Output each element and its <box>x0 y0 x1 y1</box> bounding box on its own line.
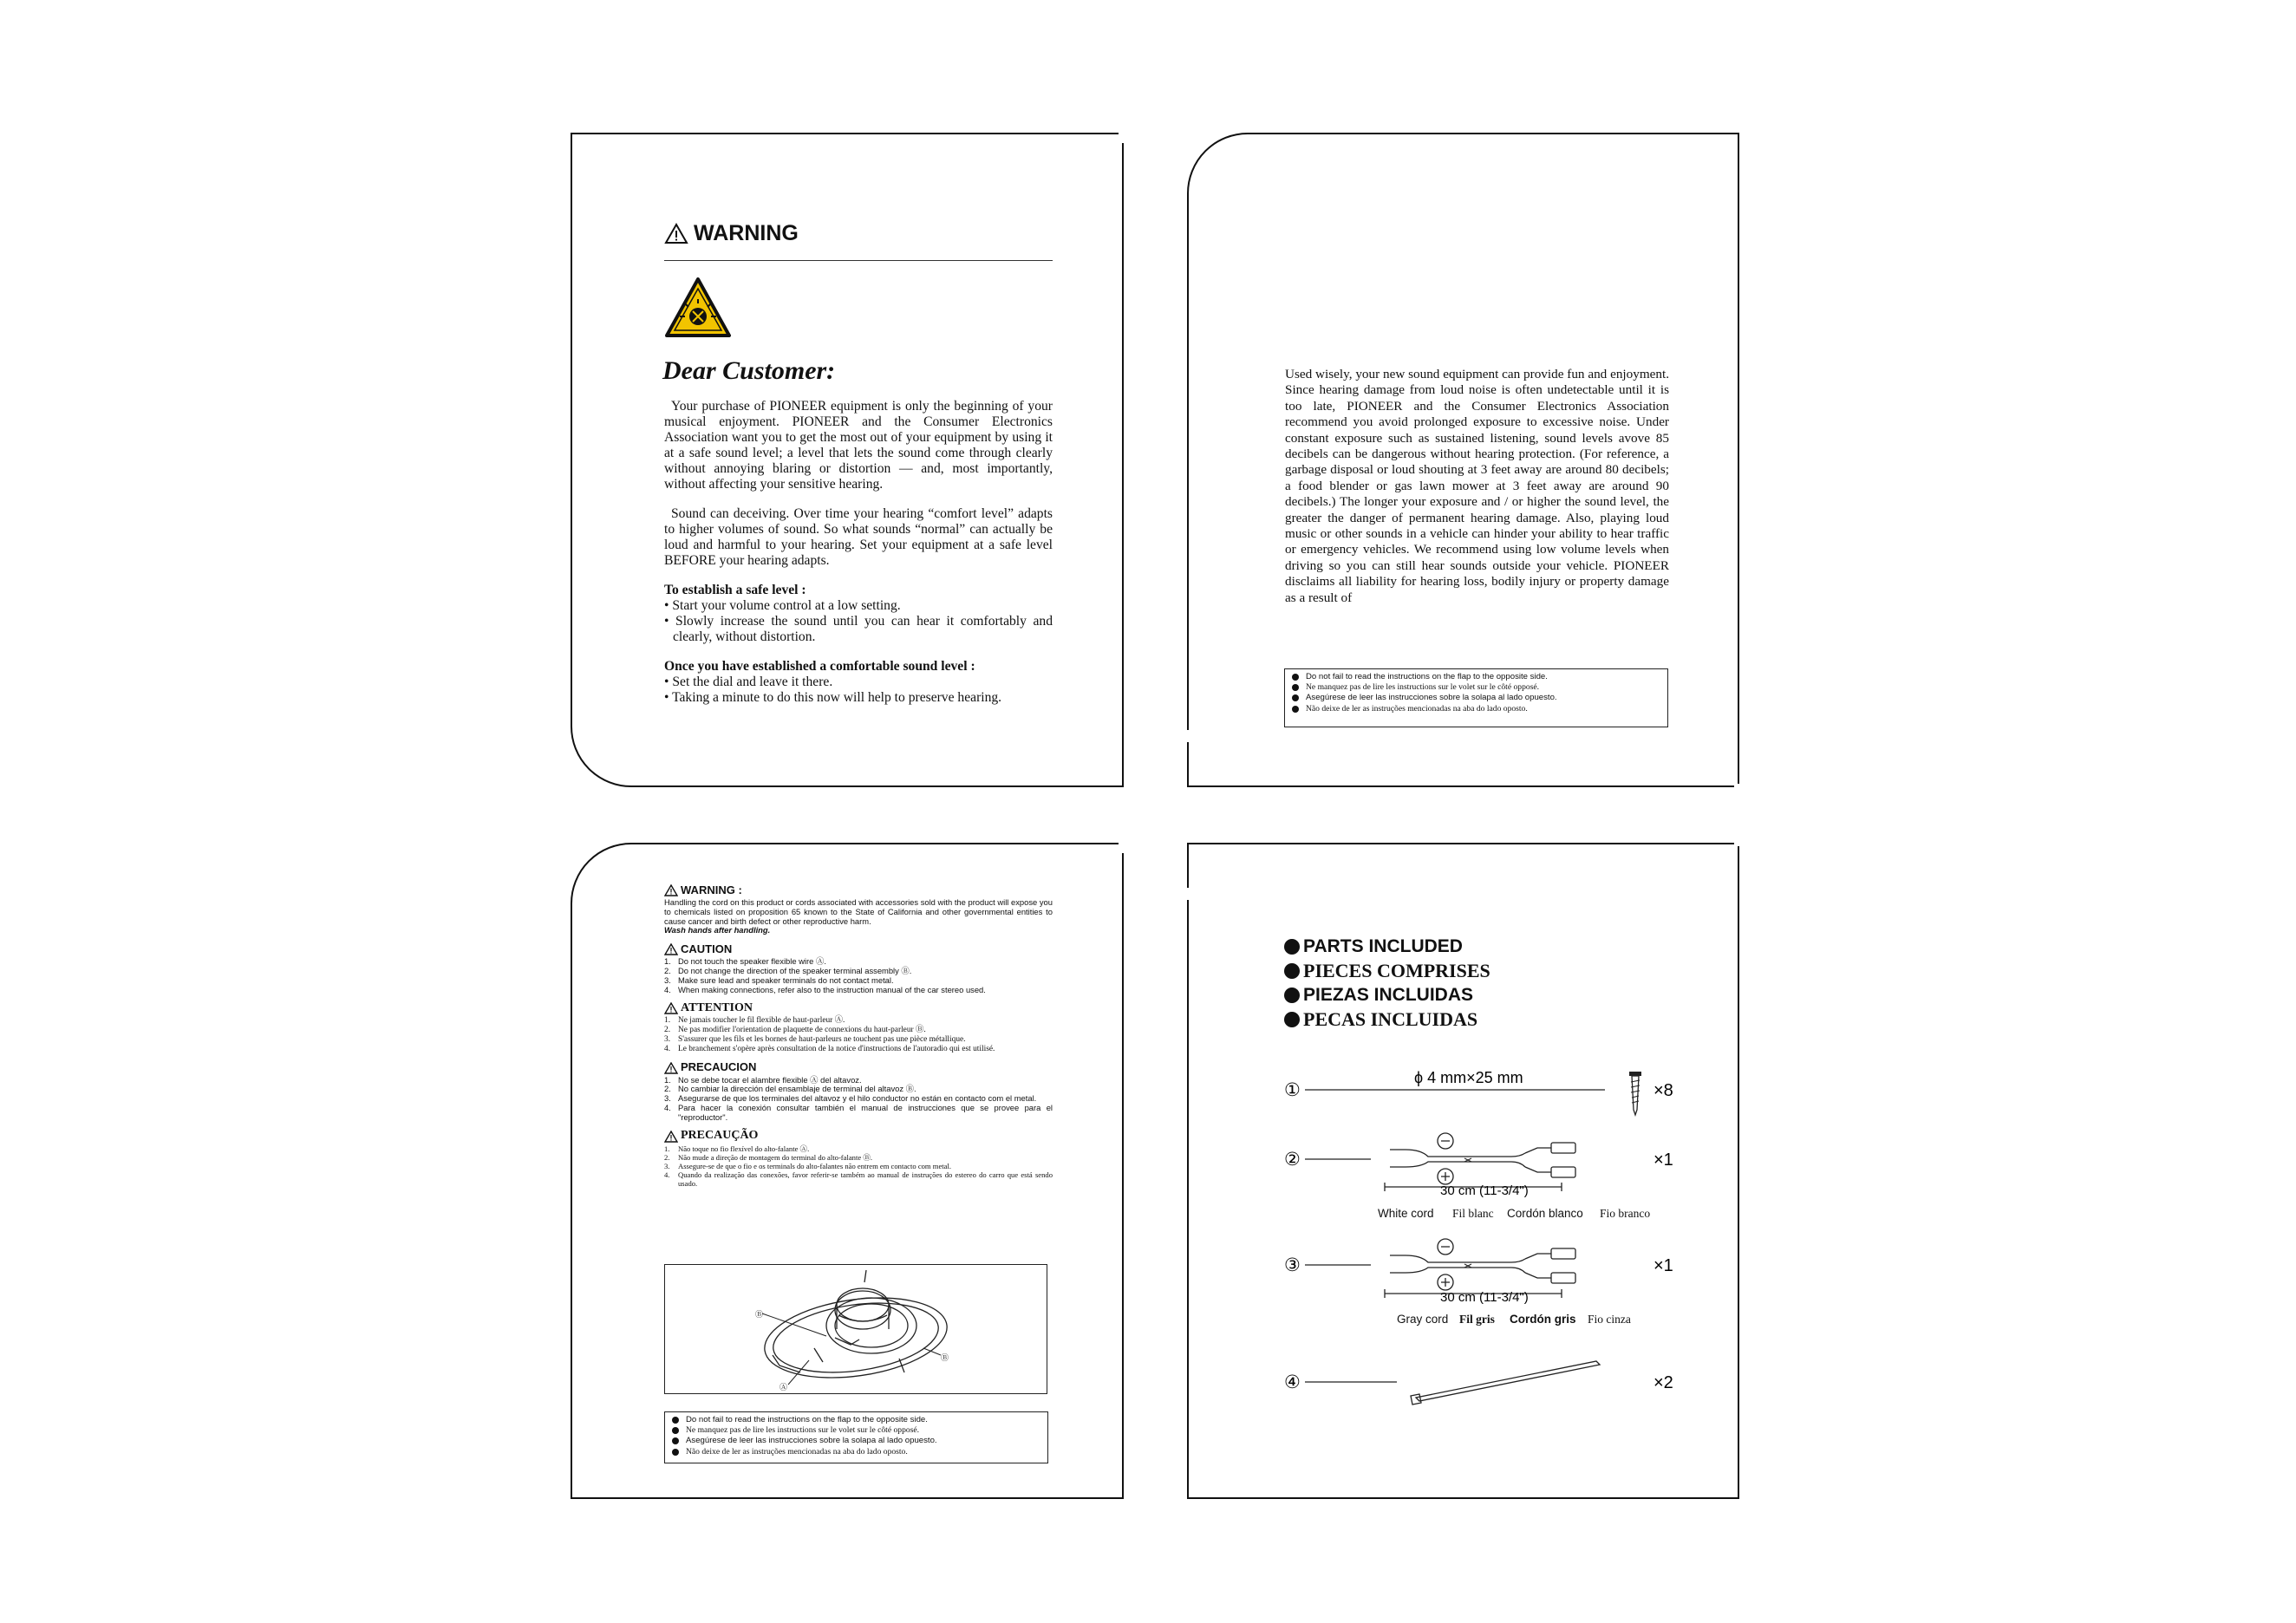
white-cord-caption-fr: Fil blanc <box>1452 1207 1494 1220</box>
warning-triangle-icon <box>664 884 678 896</box>
warning-triangle-icon <box>664 1062 678 1074</box>
white-cord-caption-es: Cordón blanco <box>1507 1207 1583 1220</box>
part-number-2: ② <box>1284 1150 1301 1170</box>
panel-notch <box>1119 131 1125 143</box>
parts-heading-fr: PIECES COMPRISES <box>1284 959 1490 983</box>
caution-panel <box>571 843 1124 1499</box>
notice-row: Asegúrese de leer las instrucciones sobre la solapa al lado opuesto. <box>672 1436 1040 1446</box>
caution-heading: CAUTION <box>664 943 1053 955</box>
notice-row: Ne manquez pas de lire les instructions sur le volet sur le côté opposé. <box>672 1425 1040 1436</box>
bullet-icon <box>672 1437 679 1444</box>
prop65-heading: WARNING : <box>664 884 1053 896</box>
intro-paragraph: Your purchase of PIONEER equipment is only the beginning of your musical enjoyment. PIONEER and the Consumer Electronics Association want you to get the most out of your equipment by using it at a safe sound level; a level that lets the sound come through clearly without annoying blaring or distortion — and, most importantly, without affecting your sensitive hearing. <box>664 399 1053 492</box>
notice-row: Do not fail to read the instructions on the flap to the opposite side. <box>672 1415 1040 1425</box>
gray-cord-caption-pt: Fio cinza <box>1588 1313 1631 1326</box>
warning-triangle-icon <box>664 223 688 244</box>
title-divider <box>664 260 1053 261</box>
notice-row: Asegúrese de leer las instrucciones sobre la solapa al lado opuesto. <box>1292 693 1660 703</box>
prop65-wash: Wash hands after handling. <box>664 925 771 935</box>
attention-heading: ATTENTION <box>664 1002 1053 1014</box>
white-cord-caption-pt: Fio branco <box>1600 1207 1651 1220</box>
bullet-icon <box>1292 684 1299 691</box>
list-item: • Start your volume control at a low setting. <box>664 598 901 613</box>
speaker-diagram <box>665 1265 1047 1393</box>
bullet-icon <box>1292 674 1299 681</box>
safe-level-list <box>664 598 1053 645</box>
white-cord-length: 30 cm (11-3/4") <box>1440 1183 1529 1198</box>
comfort-level-heading: Once you have established a comfortable sound level : <box>664 659 975 674</box>
bullet-icon <box>1292 694 1299 701</box>
prop65-text: Handling the cord on this product or cords associated with accessories sold with the product will expose you to chemicals listed on proposition 65 known to the State of California and other governmental entities to cause cancer and birth defect or other reproductive harm. <box>664 897 1053 926</box>
warning-panel <box>571 133 1124 787</box>
precaucion-heading: PRECAUCION <box>664 1062 1053 1074</box>
callout-b-left: Ⓑ <box>755 1310 764 1319</box>
list-item: • Taking a minute to do this now will help to preserve hearing. <box>664 690 1002 705</box>
white-cord-caption-en: White cord <box>1378 1207 1434 1220</box>
panel-notch <box>1119 841 1125 853</box>
warning-heading <box>664 221 799 246</box>
deceiving-paragraph: Sound can deceiving. Over time your hearing “comfort level” adapts to higher volumes of sound. So what sounds “normal” can actually be loud and harmful to your hearing. Set your equipment at a safe level BEFORE your hearing adapts. <box>664 506 1053 568</box>
panel-notch <box>1734 784 1741 789</box>
panel-notch <box>1185 730 1192 742</box>
cable-tie-quantity: ×2 <box>1654 1373 1673 1392</box>
caution-list: 1. Do not touch the speaker flexible wire Ⓐ. 2. Do not change the direction of the speaker terminal assembly Ⓑ. 3. Make sure lead and speaker terminals do not contact metal. 4. When making connections, refer also to the instruction manual of the car stereo used. <box>664 956 986 994</box>
gray-cord-caption-en: Gray cord <box>1397 1313 1449 1326</box>
notice-row: Ne manquez pas de lire les instructions sur le volet sur le côté opposé. <box>1292 682 1660 693</box>
notice-box <box>1284 668 1668 727</box>
safe-level-heading: To establish a safe level : <box>664 583 806 597</box>
list-item: • Slowly increase the sound until you can hear it comfortably and clearly, without distortion. <box>664 614 1053 644</box>
warning-body <box>664 399 1053 720</box>
bullet-icon <box>672 1449 679 1456</box>
notice-row: Do not fail to read the instructions on the flap to the opposite side. <box>1292 672 1660 682</box>
notice-row: Não deixe de ler as instruções mencionadas na aba do lado oposto. <box>672 1447 1040 1457</box>
white-cord-quantity: ×1 <box>1654 1150 1673 1170</box>
notice-row: Não deixe de ler as instruções mencionadas na aba do lado oposto. <box>1292 704 1660 714</box>
warning-title: WARNING <box>694 221 799 245</box>
gray-cord-quantity: ×1 <box>1654 1256 1673 1275</box>
callout-a: Ⓐ <box>779 1383 788 1392</box>
gray-cord-caption-fr: Fil gris <box>1459 1313 1495 1326</box>
callout-b-right: Ⓑ <box>941 1353 949 1362</box>
bullet-icon <box>672 1417 679 1424</box>
greeting: Dear Customer: <box>662 356 836 385</box>
gray-cord-icon <box>1385 1239 1575 1298</box>
screw-spec: ϕ 4 mm×25 mm <box>1414 1069 1523 1086</box>
speaker-diagram-box <box>664 1264 1047 1394</box>
warning-triangle-icon <box>664 943 678 955</box>
caution-content <box>664 884 1053 1188</box>
precaucion-list: 1. No se debe tocar el alambre flexible Ⓐ del altavoz. 2. No cambiar la dirección del ensamblaje de terminal del altavoz Ⓑ. 3. Asegurarse de que los terminales del altavoz y el hilo conductor no están en contacto com el metal. 4. Para hacer la conexión consultar también el manual de instrucciones que se provee para el "reproductor". <box>664 1074 1053 1122</box>
notice-box <box>664 1411 1048 1463</box>
list-item: • Set the dial and leave it there. <box>664 675 833 689</box>
white-cord-icon <box>1385 1133 1575 1191</box>
part-number-3: ③ <box>1284 1255 1301 1275</box>
attention-list: 1. Ne jamais toucher le fil flexible de haut-parleur Ⓐ. 2. Ne pas modifier l'orientation de plaquette de connexions du haut-parleur Ⓑ. 3. S'assurer que les fils et les bornes de haut-parleurs ne touchent pas une pièce métallique. 4. Le branchement s'opère après consultation de la notice d'instructions de l'autoradio qui est utilisé. <box>664 1016 995 1053</box>
cable-tie-icon <box>1411 1361 1600 1405</box>
parts-panel <box>1187 843 1739 1499</box>
bullet-icon <box>1292 706 1299 713</box>
parts-heading-es: PIEZAS INCLUIDAS <box>1284 983 1490 1007</box>
screw-icon <box>1629 1072 1641 1115</box>
part-number-1: ① <box>1284 1080 1301 1100</box>
hearing-hazard-icon <box>664 277 732 339</box>
warning-triangle-icon <box>664 1002 678 1014</box>
hearing-info-panel <box>1187 133 1739 787</box>
bullet-icon <box>672 1427 679 1434</box>
screw-quantity: ×8 <box>1654 1081 1673 1100</box>
precaucao-list: 1. Não toque no fio flexível do alto-falante Ⓐ. 2. Não mude a direção de montagem do terminal do alto-falante Ⓑ. 3. Assegure-se de que o fio e os terminals do alto-falantes não entrem em contacto com metal. 4. Quando da realização das conexões, favor referir-se também ao manual de instruções do estereo do carro que está sendo usado. <box>664 1144 1053 1188</box>
parts-heading-en: PARTS INCLUDED <box>1284 935 1490 959</box>
gray-cord-caption-es: Cordón gris <box>1510 1313 1576 1326</box>
precaucao-heading: PRECAUÇÃO <box>664 1131 1053 1143</box>
parts-heading-pt: PECAS INCLUIDAS <box>1284 1007 1490 1032</box>
gray-cord-length: 30 cm (11-3/4") <box>1440 1290 1529 1305</box>
warning-triangle-icon <box>664 1131 678 1143</box>
parts-drawing <box>1189 844 1739 1499</box>
part-number-4: ④ <box>1284 1372 1301 1392</box>
comfort-level-list <box>664 675 1053 706</box>
hearing-info-body: Used wisely, your new sound equipment can provide fun and enjoyment. Since hearing damage from loud noise is often undetectable until it is too late, PIONEER and the Consumer Electronics Association recommend you avoid prolonged exposure to excessive noise. Under constant exposure such as sustained listening, sound levels avove 85 decibels can be dangerous without hearing protection. (For reference, a garbage disposal or loud shouting at 3 feet away are around 80 decibels; a food blender or gas lawn mower at 3 feet away are around 90 decibels.) The longer your exposure and / or higher the sound level, the greater the danger of permanent hearing damage. Also, playing loud music or other sounds in a vehicle can hinder your ability to hear traffic or emergency vehicles. We recommend using low volume levels when driving so you can still hear sounds outside your vehicle. PIONEER disclaims all liability for hearing loss, bodily injury or property damage as a result of <box>1285 367 1669 605</box>
